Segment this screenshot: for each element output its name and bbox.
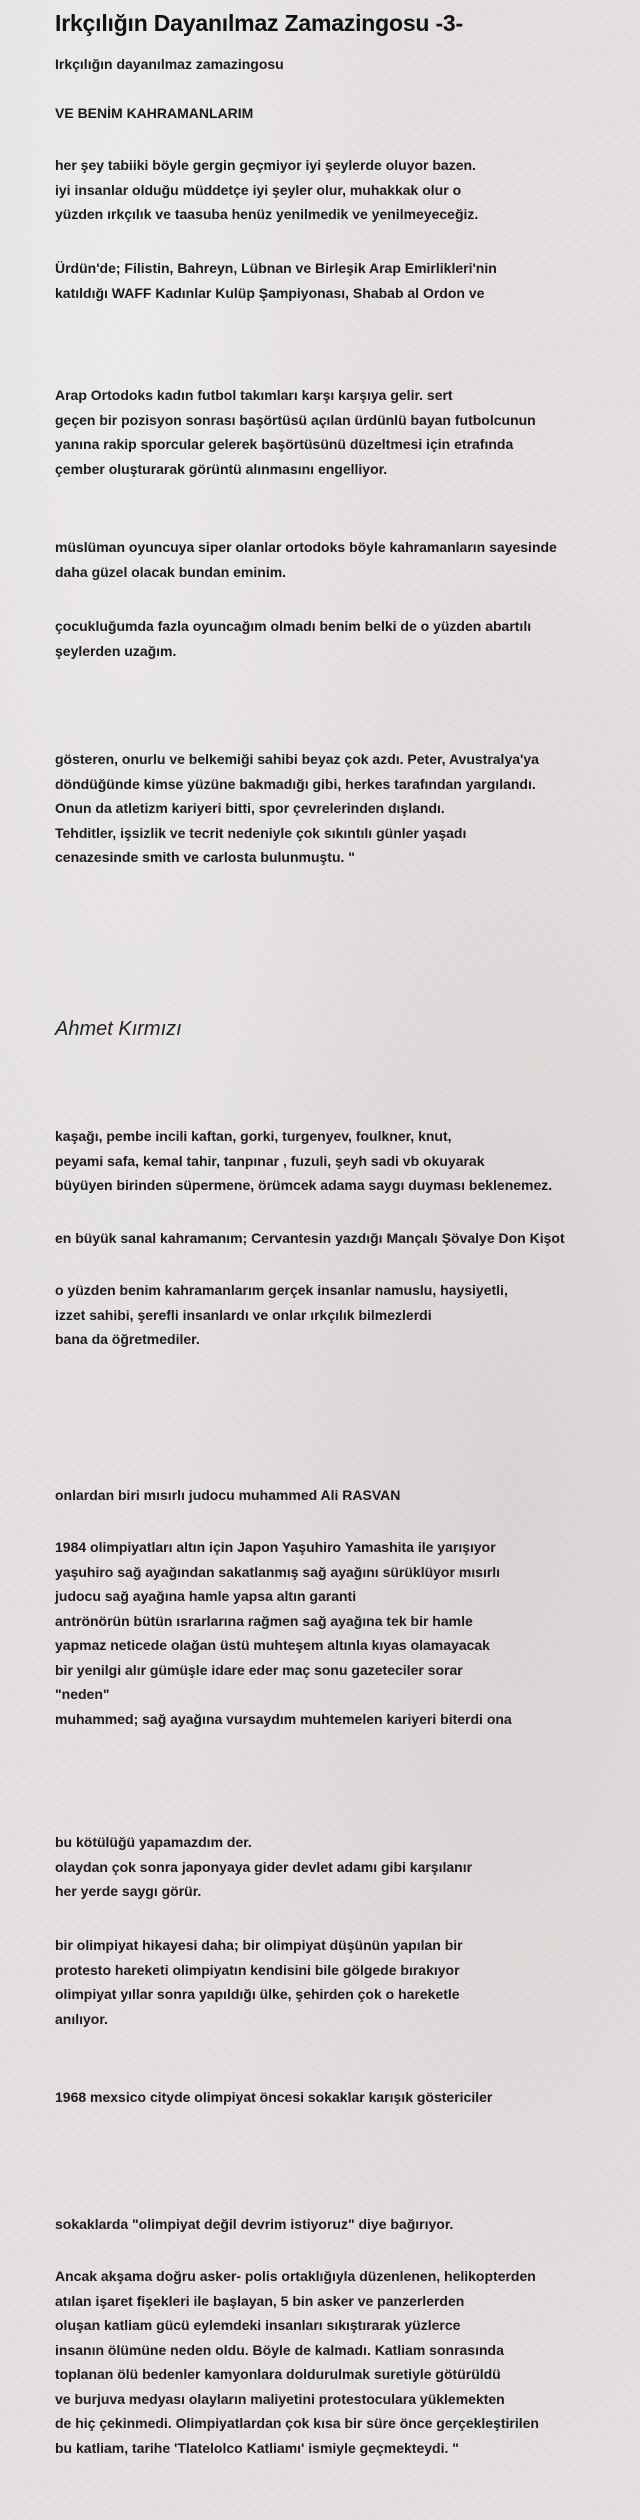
text-line: yanına rakip sporcular gelerek başörtüsünü düzeltmesi için etrafında xyxy=(55,436,514,452)
text-line: bir olimpiyat hikayesi daha; bir olimpiyat düşünün yapılan bir xyxy=(55,1937,463,1953)
text-line: cenazesinde smith ve carlosta bulunmuştu. " xyxy=(55,849,355,865)
paragraph xyxy=(55,1830,472,1904)
text-line: izzet sahibi, şerefli insanlardı ve onlar ırkçılık bilmezlerdi xyxy=(55,1306,432,1323)
text-line: "neden" xyxy=(55,1686,110,1702)
paragraph xyxy=(55,256,497,305)
paragraph xyxy=(55,153,478,227)
text-line: en büyük sanal kahramanım; Cervantesin yazdığı Mançalı Şövalye Don Kişot xyxy=(55,1230,565,1246)
text-line: oluşan katliam gücü eylemdeki insanları sıkıştırarak yüzlerce xyxy=(55,2317,461,2333)
text-line: ve burjuva medyası olayların maliyetini protestoculara yüklemekten xyxy=(55,2390,505,2407)
text-line: olimpiyat yıllar sonra yapıldığı ülke, şehirden çok o hareketle xyxy=(55,1986,460,2002)
text-line: yüzden ırkçılık ve taasuba henüz yenilmedik ve yenilmeyeceğiz. xyxy=(55,206,479,222)
text-line: büyüyen birinden süpermene, örümcek adama saygı duyması beklenemez. xyxy=(55,1177,553,1193)
text-line: bu katliam, tarihe 'Tlatelolco Katliamı' ismiyle geçmekteydi. " xyxy=(55,2439,459,2456)
text-line: yapmaz neticede olağan üstü muhteşem altınla kıyas olamayacak xyxy=(55,1637,490,1653)
section-heading xyxy=(55,101,253,126)
text-line: her yerde saygı görür. xyxy=(55,1883,202,1899)
text-line: bu kötülüğü yapamazdım der. xyxy=(55,1834,252,1850)
text-line: olaydan çok sonra japonyaya gider devlet adamı gibi karşılanır xyxy=(55,1858,473,1875)
paragraph xyxy=(55,1483,400,1508)
paragraph xyxy=(55,2264,539,2460)
text-line: Ürdün'de; Filistin, Bahreyn, Lübnan ve Birleşik Arap Emirlikleri'nin xyxy=(55,260,497,276)
text-line: Arap Ortodoks kadın futbol takımları karşı karşıya gelir. sert xyxy=(55,387,453,403)
text-line: döndüğünde kimse yüzüne bakmadığı gibi, herkes tarafından yargılandı. xyxy=(55,775,536,792)
text-line: her şey tabiiki böyle gergin geçmiyor iyi şeylerde oluyor bazen. xyxy=(55,157,476,173)
text-line: çocukluğumda fazla oyuncağım olmadı benim belki de o yüzden abartılı xyxy=(55,618,532,634)
text-line: katıldığı WAFF Kadınlar Kulüp Şampiyonası, Shabab al Ordon ve xyxy=(55,284,485,301)
text-line: çember oluşturarak görüntü alınmasını engelliyor. xyxy=(55,460,388,477)
paragraph xyxy=(55,2085,492,2110)
text-line: bana da öğretmediler. xyxy=(55,1331,200,1347)
paragraph xyxy=(55,1535,512,1731)
text-line: de hiç çekinmedi. Olimpiyatlardan çok kısa bir süre önce gerçekleştirilen xyxy=(55,2415,539,2431)
text-line: gösteren, onurlu ve belkemiği sahibi beyaz çok azdı. Peter, Avustralya'ya xyxy=(55,751,539,767)
text-line: judocu sağ ayağına hamle yapsa altın garanti xyxy=(55,1588,357,1604)
paragraph xyxy=(55,383,536,481)
text-line: kaşağı, pembe incili kaftan, gorki, turgenyev, foulkner, knut, xyxy=(55,1128,452,1144)
text-line: o yüzden benim kahramanlarım gerçek insanlar namuslu, haysiyetli, xyxy=(55,1282,508,1298)
text-line: insanın ölümüne neden oldu. Böyle de kalmadı. Katliam sonrasında xyxy=(55,2341,504,2358)
text-line: geçen bir pozisyon sonrası başörtüsü açılan ürdünlü bayan futbolcunun xyxy=(55,411,536,428)
text-line: Ancak akşama doğru asker- polis ortaklığıyla düzenlenen, helikopterden xyxy=(55,2268,536,2284)
text-line: yaşuhiro sağ ayağından sakatlanmış sağ ayağını sürüklüyor mısırlı xyxy=(55,1563,501,1580)
text-line: antrönörün bütün ısrarlarına rağmen sağ ayağına tek bir hamle xyxy=(55,1612,473,1629)
text-line: şeylerden uzağım. xyxy=(55,642,177,659)
text-line: 1968 mexsico cityde olimpiyat öncesi sokaklar karışık göstericiler xyxy=(55,2089,493,2105)
text-line: Onun da atletizm kariyeri bitti, spor çevrelerinden dışlandı. xyxy=(55,800,445,816)
paragraph xyxy=(55,2212,453,2237)
text-line: iyi insanlar olduğu müddetçe iyi şeyler olur, muhakkak olur o xyxy=(55,181,462,198)
paragraph xyxy=(55,1933,463,2031)
text-line: onlardan biri mısırlı judocu muhammed Ali RASVAN xyxy=(55,1487,401,1503)
paragraph xyxy=(55,535,557,584)
text-line: atılan işaret fişekleri ile başlayan, 5 bin asker ve panzerlerden xyxy=(55,2292,465,2309)
text-line: bir yenilgi alır gümüşle idare eder maç sonu gazeteciler sorar xyxy=(55,1661,463,1678)
author-name: Ahmet Kırmızı xyxy=(55,1018,182,1040)
paragraph xyxy=(55,747,539,870)
text-line: müslüman oyuncuya siper olanlar ortodoks böyle kahramanların sayesinde xyxy=(55,539,557,555)
article-subtitle: Irkçılığın dayanılmaz zamazingosu xyxy=(55,56,284,72)
text-line: 1984 olimpiyatları altın için Japon Yaşuhiro Yamashita ile yarışıyor xyxy=(55,1539,496,1555)
text-line: toplanan ölü bedenler kamyonlara doldurulmak suretiyle götürüldü xyxy=(55,2366,501,2382)
text-line: VE BENİM KAHRAMANLARIM xyxy=(55,105,254,121)
paragraph xyxy=(55,1124,552,1198)
text-line: Tehditler, işsizlik ve tecrit nedeniyle çok sıkıntılı günler yaşadı xyxy=(55,824,467,841)
paragraph xyxy=(55,614,531,663)
text-line: protesto hareketi olimpiyatın kendisini bile gölgede bırakıyor xyxy=(55,1961,460,1978)
text-line: sokaklarda "olimpiyat değil devrim istiyoruz" diye bağırıyor. xyxy=(55,2216,454,2232)
text-line: muhammed; sağ ayağına vursaydım muhtemelen kariyeri biterdi ona xyxy=(55,1710,512,1727)
text-line: anılıyor. xyxy=(55,2010,108,2027)
paragraph xyxy=(55,1226,565,1251)
paragraph xyxy=(55,1278,508,1352)
article-title: Irkçılığın Dayanılmaz Zamazingosu -3- xyxy=(55,10,463,36)
text-line: peyami safa, kemal tahir, tanpınar , fuzuli, şeyh sadi vb okuyarak xyxy=(55,1152,485,1169)
text-line: daha güzel olacak bundan eminim. xyxy=(55,563,287,580)
